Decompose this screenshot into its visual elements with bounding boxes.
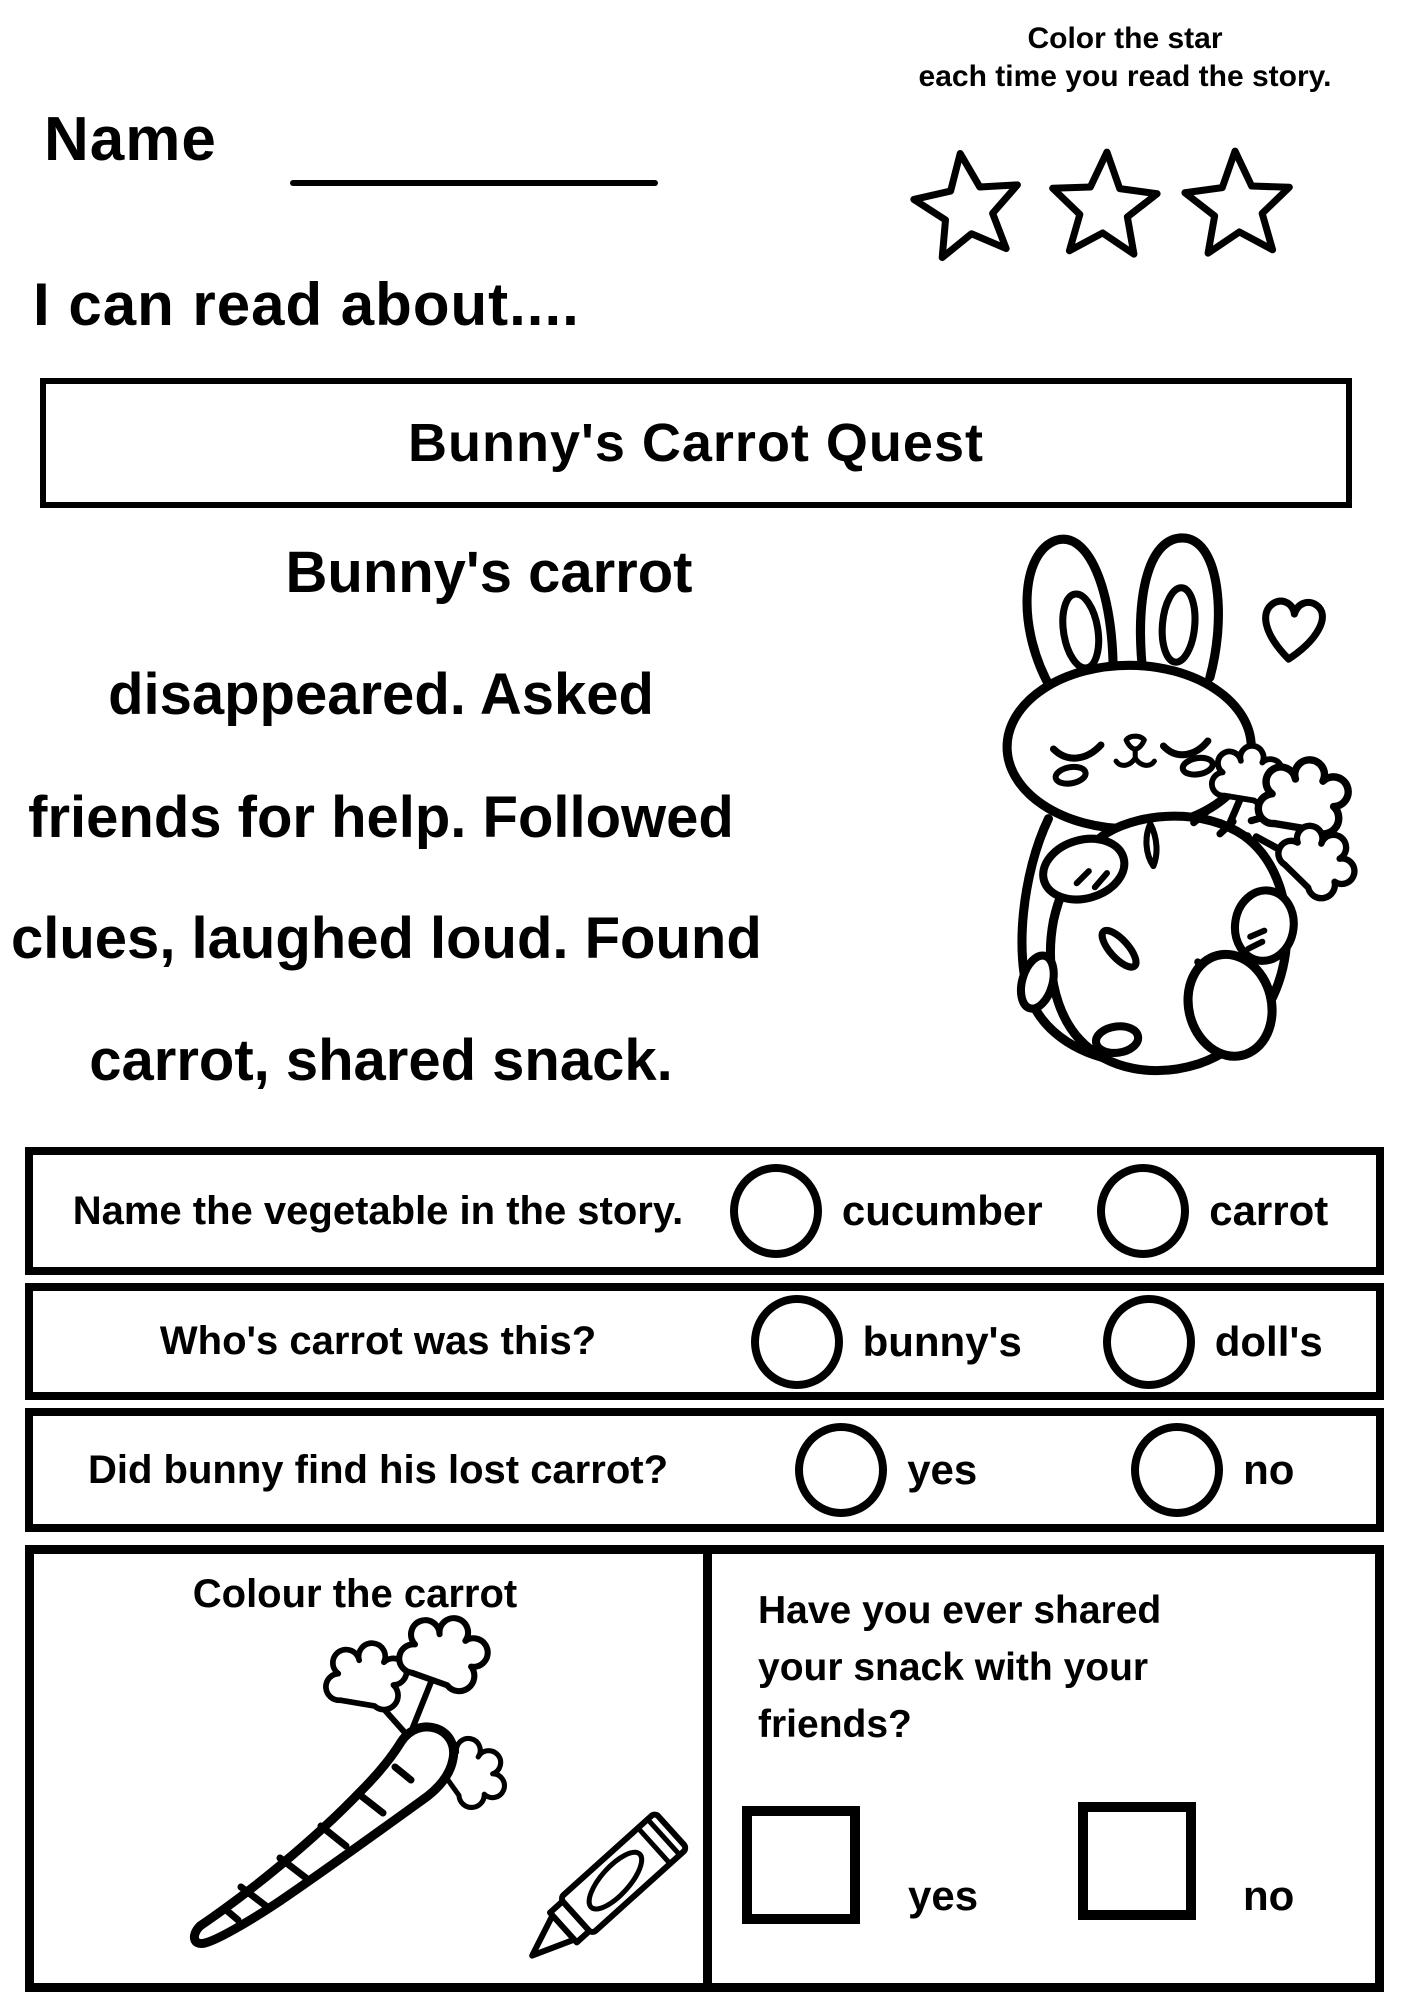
crayon-icon	[516, 1813, 687, 1974]
question-text: Name the vegetable in the story.	[72, 1188, 684, 1233]
story-line: carrot, shared snack.	[89, 1028, 673, 1093]
answer-option	[723, 1423, 1050, 1517]
share-question-line3: friends?	[758, 1703, 912, 1746]
story-line: Bunny's carrot	[285, 540, 693, 605]
share-question-line1: Have you ever shared	[758, 1589, 1162, 1632]
share-yes-label: yes	[908, 1872, 979, 1919]
answer-circle[interactable]	[795, 1423, 887, 1517]
answer-label: carrot	[1209, 1187, 1329, 1234]
question-row	[25, 1147, 1384, 1275]
crayon-barrel	[560, 1813, 687, 1934]
star-instruction-line1: Color the star	[1027, 22, 1223, 55]
story-line: disappeared. Asked	[108, 662, 654, 727]
bunny-foot-bottom	[1094, 1024, 1140, 1056]
carrot-leaf	[1258, 760, 1348, 834]
star-instruction	[860, 20, 1390, 96]
carrot-leaf	[326, 1643, 407, 1709]
name-write-line[interactable]	[290, 180, 658, 186]
carrot-colouring-illustration	[45, 1615, 690, 1975]
read-about-heading: I can read about....	[33, 271, 580, 338]
answer-option	[1050, 1164, 1377, 1258]
story-line: friends for help. Followed	[28, 785, 734, 850]
answer-circle[interactable]	[1097, 1164, 1189, 1258]
heart-icon	[1262, 598, 1324, 662]
story-title-box	[40, 378, 1352, 508]
carrot-highlight	[1146, 824, 1156, 866]
answer-label: doll's	[1214, 1317, 1323, 1365]
answer-circle[interactable]	[751, 1295, 843, 1389]
reading-stars	[900, 146, 1360, 271]
bunny-blush-left	[1054, 765, 1087, 786]
answer-circle[interactable]	[1103, 1295, 1195, 1389]
colour-carrot-heading: Colour the carrot	[192, 1572, 518, 1616]
star-icon[interactable]	[1183, 148, 1293, 254]
star-icon[interactable]	[908, 146, 1026, 260]
story-title: Bunny's Carrot Quest	[408, 413, 984, 473]
question-text: Who's carrot was this?	[159, 1319, 597, 1363]
star-icon[interactable]	[1049, 149, 1159, 255]
carrot-body[interactable]	[194, 1727, 453, 1944]
answer-label: cucumber	[841, 1187, 1043, 1234]
star-instruction-line2: each time you read the story.	[918, 60, 1332, 93]
answer-label: no	[1243, 1446, 1295, 1493]
question-row	[25, 1283, 1384, 1400]
question-text: Did bunny find his lost carrot?	[88, 1447, 668, 1492]
bunny-blush-right	[1181, 756, 1214, 777]
share-no-checkbox[interactable]	[1078, 1802, 1196, 1920]
story-line: clues, laughed loud. Found	[11, 906, 762, 971]
share-question-line2: your snack with your	[758, 1646, 1149, 1689]
answer-label: bunny's	[862, 1317, 1022, 1365]
share-no-label: no	[1243, 1872, 1295, 1919]
answer-option	[1050, 1295, 1377, 1389]
answer-circle[interactable]	[730, 1164, 822, 1258]
carrot-leaf	[395, 1615, 493, 1695]
bunny-illustration	[955, 518, 1380, 1083]
answer-option	[1050, 1423, 1377, 1517]
name-label: Name	[44, 105, 217, 174]
answer-label: yes	[907, 1446, 978, 1493]
question-row	[25, 1408, 1384, 1532]
answer-option	[723, 1295, 1050, 1389]
share-yes-checkbox[interactable]	[742, 1806, 860, 1924]
share-question-text	[758, 1582, 1228, 1753]
answer-circle[interactable]	[1131, 1423, 1223, 1517]
answer-option	[723, 1164, 1050, 1258]
